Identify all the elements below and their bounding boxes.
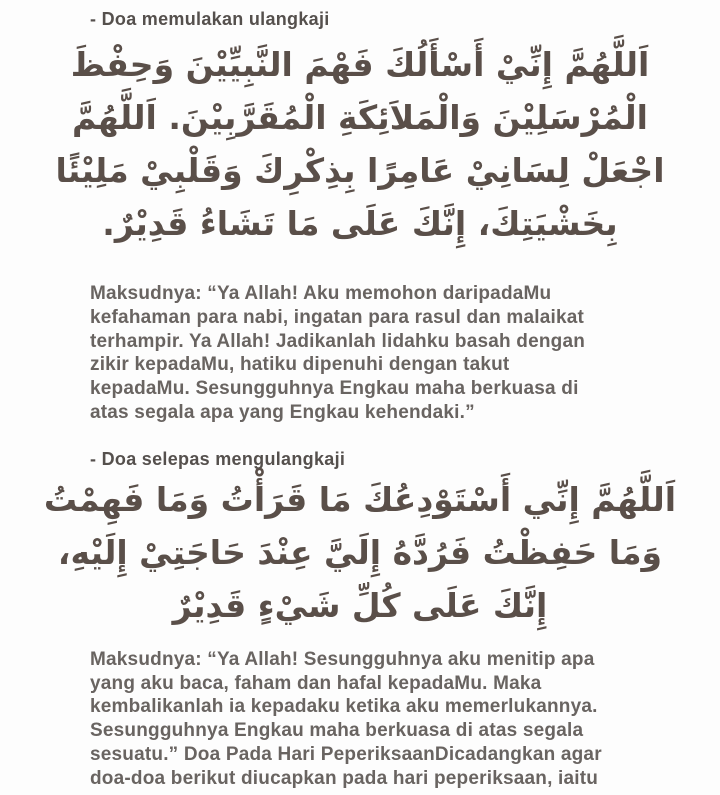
translation-line: Maksudnya: “Ya Allah! Aku memohon daripadaMu — [90, 283, 552, 304]
section-heading-doa-memulakan: - Doa memulakan ulangkaji — [90, 9, 330, 29]
section-heading-doa-selepas: - Doa selepas mengulangkaji — [90, 448, 346, 469]
translation-line: sesuatu.” Doa Pada Hari PeperiksaanDicadangkan agar — [90, 743, 602, 765]
translation-line: terhampir. Ya Allah! Jadikanlah lidahku basah dengan — [90, 330, 586, 352]
translation-line: kepadaMu. Sesungguhnya Engkau maha berkuasa di — [90, 378, 579, 400]
translation-line: doa-doa berikut diucapkan pada hari peperiksaan, iaitu — [90, 767, 599, 789]
translation-paragraph-memulakan — [90, 282, 670, 425]
arabic-line: الْمُرْسَلِيْنَ وَالْمَلاَئِكَةِ الْمُقَرَّبِيْنَ. اَللَّهُمَّ — [72, 98, 648, 137]
arabic-line: اَللَّهُمَّ إِنِّي أَسْتَوْدِعُكَ مَا قَرَأْتُ وَمَا فَهِمْتُ — [43, 479, 677, 519]
translation-line: Maksudnya: “Ya Allah! Sesungguhnya aku menitip apa — [90, 648, 595, 670]
arabic-line: وَمَا حَفِظْتُ فَرُدَّهُ إِلَيَّ عِنْدَ حَاجَتِيْ إِلَيْهِ، — [57, 532, 663, 572]
translation-line: atas segala apa yang Engkau kehendaki.” — [90, 401, 475, 423]
translation-line: zikir kepadaMu, hatiku dipenuhi dengan takut — [90, 354, 510, 376]
arabic-dua-selepas — [30, 473, 690, 632]
arabic-line: إِنَّكَ عَلَى كُلِّ شَيْءٍ قَدِيْرٌ — [172, 585, 548, 625]
translation-paragraph-selepas — [90, 648, 670, 791]
translation-line: kembalikanlah ia kepadaku ketika aku memerlukannya. — [90, 696, 598, 718]
arabic-dua-memulakan — [30, 38, 690, 250]
translation-line: yang aku baca, faham dan hafal kepadaMu. Maka — [90, 672, 542, 694]
translation-line: kefahaman para nabi, ingatan para rasul dan malaikat — [90, 306, 585, 328]
arabic-line: اَللَّهُمَّ إِنِّيْ أَسْأَلُكَ فَهْمَ النَّبِيِّيْنَ وَحِفْظَ — [70, 45, 650, 84]
translation-line: Sesungguhnya Engkau maha berkuasa di atas segala — [90, 720, 584, 742]
section-doa-selepas-mengulangkaji — [0, 448, 720, 791]
arabic-line: بِخَشْيَتِكَ، إِنَّكَ عَلَى مَا تَشَاءُ قَدِيْرٌ. — [102, 204, 618, 243]
arabic-line: اجْعَلْ لِسَانِيْ عَامِرًا بِذِكْرِكَ وَقَلْبِيْ مَلِيْئًا — [55, 151, 665, 190]
